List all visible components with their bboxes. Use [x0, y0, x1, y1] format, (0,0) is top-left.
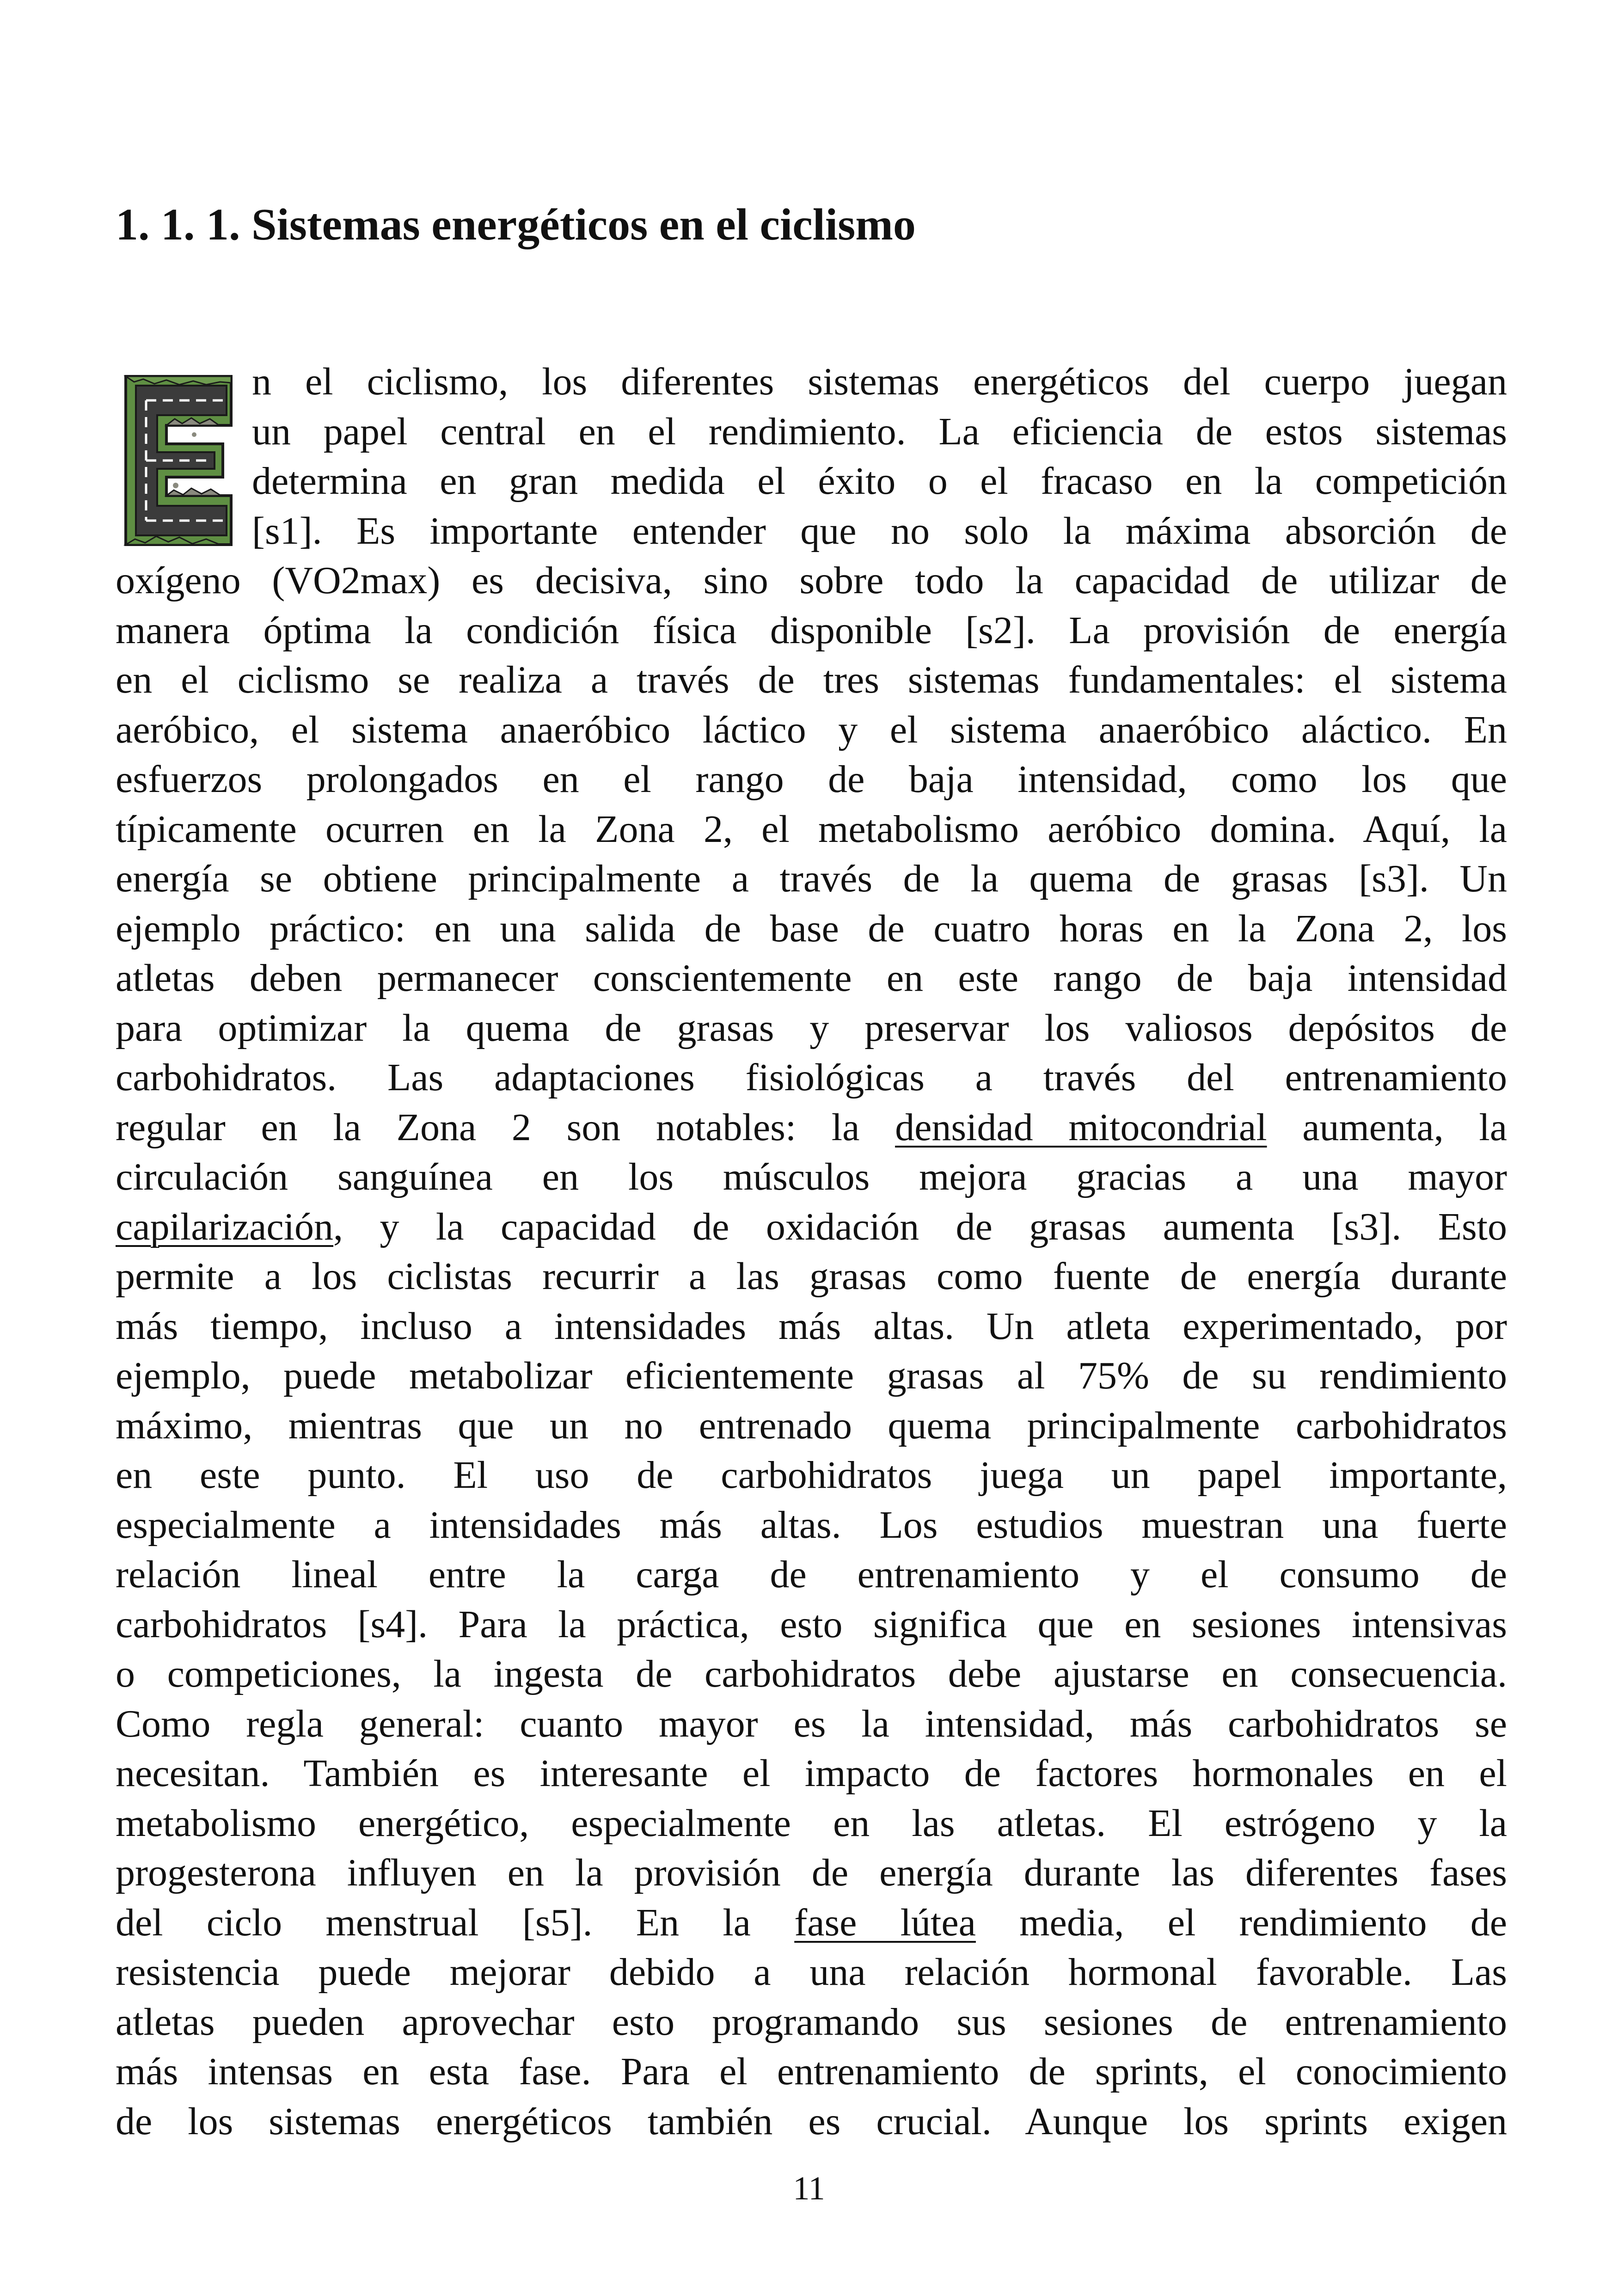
text-run: [s1]. Es importante entender que no solo la máxima absorción de — [252, 509, 1507, 553]
text-line — [252, 506, 1507, 556]
underlined-term: capilarización — [116, 1205, 334, 1248]
text-line — [116, 953, 1507, 1003]
text-run: resistencia puede mejorar debido a una relación hormonal favorable. Las — [116, 1951, 1507, 1994]
text-line — [116, 904, 1507, 954]
text-run: progesterona influyen en la provisión de energía durante las diferentes fases — [116, 1851, 1507, 1894]
text-run: esfuerzos prolongados en el rango de baja intensidad, como los que — [116, 758, 1507, 801]
text-run: circulación sanguínea en los músculos mejora gracias a una mayor — [116, 1155, 1507, 1198]
text-line — [116, 2097, 1507, 2147]
text-run: atletas pueden aprovechar esto programando sus sesiones de entrenamiento — [116, 2000, 1507, 2044]
page-number: 11 — [793, 2170, 825, 2207]
text-line — [116, 1997, 1507, 2047]
text-run: regular en la Zona 2 son notables: la — [116, 1105, 895, 1149]
text-line — [116, 2047, 1507, 2097]
text-run: , y la capacidad de oxidación de grasas aumenta [s3]. Esto — [333, 1205, 1507, 1248]
text-run: ejemplo práctico: en una salida de base de cuatro horas en la Zona 2, los — [116, 907, 1507, 950]
text-line — [116, 755, 1507, 804]
text-run: de los sistemas energéticos también es crucial. Aunque los sprints exigen — [116, 2100, 1507, 2143]
section-heading: 1. 1. 1. Sistemas energéticos en el ciclismo — [116, 200, 916, 250]
text-line — [116, 1799, 1507, 1848]
text-line — [116, 1699, 1507, 1749]
text-run: para optimizar la quema de grasas y preservar los valiosos depósitos de — [116, 1006, 1507, 1050]
body-paragraph — [116, 357, 1507, 2146]
underlined-term: densidad mitocondrial — [895, 1105, 1267, 1149]
text-line — [116, 1301, 1507, 1351]
text-line — [116, 1252, 1507, 1301]
text-run: necesitan. También es interesante el impacto de factores hormonales en el — [116, 1752, 1507, 1795]
text-line — [252, 357, 1507, 407]
text-line — [116, 1898, 1507, 1948]
text-line — [116, 1202, 1507, 1252]
underlined-term: fase lútea — [794, 1901, 976, 1944]
text-run: determina en gran medida el éxito o el fracaso en la competición — [252, 460, 1507, 503]
text-run: carbohidratos [s4]. Para la práctica, esto significa que en sesiones intensivas — [116, 1602, 1507, 1646]
text-line — [116, 1649, 1507, 1699]
text-run: del ciclo menstrual [s5]. En la — [116, 1901, 795, 1944]
text-line — [116, 1351, 1507, 1401]
text-line — [116, 1401, 1507, 1451]
text-line — [116, 1749, 1507, 1799]
text-run: carbohidratos. Las adaptaciones fisiológicas a través del entrenamiento — [116, 1056, 1507, 1099]
text-run: Como regla general: cuanto mayor es la intensidad, más carbohidratos se — [116, 1702, 1507, 1745]
text-run: ejemplo, puede metabolizar eficientemente grasas al 75% de su rendimiento — [116, 1354, 1507, 1397]
text-run: especialmente a intensidades más altas. Los estudios muestran una fuerte — [116, 1503, 1507, 1547]
text-line — [252, 407, 1507, 457]
text-line — [116, 1500, 1507, 1550]
text-run: en este punto. El uso de carbohidratos juega un papel importante, — [116, 1454, 1507, 1497]
text-run: atletas deben permanecer conscientemente en este rango de baja intensidad — [116, 957, 1507, 1000]
text-run: media, el rendimiento de — [975, 1901, 1507, 1944]
text-line — [116, 556, 1507, 606]
text-line — [116, 1152, 1507, 1202]
text-run: n el ciclismo, los diferentes sistemas energéticos del cuerpo juegan — [252, 360, 1507, 403]
text-run: manera óptima la condición física disponible [s2]. La provisión de energía — [116, 608, 1507, 652]
text-line — [116, 1550, 1507, 1600]
text-run: un papel central en el rendimiento. La eficiencia de estos sistemas — [252, 410, 1507, 453]
text-line — [116, 1450, 1507, 1500]
text-line — [116, 854, 1507, 904]
text-run: máximo, mientras que un no entrenado quema principalmente carbohidratos — [116, 1404, 1507, 1447]
text-line — [116, 1003, 1507, 1053]
text-run: típicamente ocurren en la Zona 2, el metabolismo aeróbico domina. Aquí, la — [116, 807, 1507, 851]
text-line — [116, 1848, 1507, 1898]
text-line — [116, 1053, 1507, 1103]
text-line — [116, 705, 1507, 755]
text-line — [116, 606, 1507, 656]
text-line — [252, 456, 1507, 506]
text-run: metabolismo energético, especialmente en las atletas. El estrógeno y la — [116, 1801, 1507, 1845]
text-line — [116, 804, 1507, 854]
text-run: o competiciones, la ingesta de carbohidratos debe ajustarse en consecuencia. — [116, 1652, 1507, 1695]
text-line — [116, 655, 1507, 705]
text-line — [116, 1103, 1507, 1153]
text-run: más intensas en esta fase. Para el entrenamiento de sprints, el conocimiento — [116, 2050, 1507, 2093]
text-line — [116, 1600, 1507, 1650]
text-run: aumenta, la — [1267, 1105, 1507, 1149]
text-run: energía se obtiene principalmente a través de la quema de grasas [s3]. Un — [116, 857, 1507, 900]
text-run: permite a los ciclistas recurrir a las grasas como fuente de energía durante — [116, 1255, 1507, 1298]
text-run: aeróbico, el sistema anaeróbico láctico y el sistema anaeróbico aláctico. En — [116, 708, 1507, 751]
text-run: relación lineal entre la carga de entrenamiento y el consumo de — [116, 1553, 1507, 1596]
text-run: oxígeno (VO2max) es decisiva, sino sobre todo la capacidad de utilizar de — [116, 559, 1507, 602]
text-run: en el ciclismo se realiza a través de tres sistemas fundamentales: el sistema — [116, 658, 1507, 701]
text-line — [116, 1947, 1507, 1997]
text-run: más tiempo, incluso a intensidades más altas. Un atleta experimentado, por — [116, 1304, 1507, 1348]
